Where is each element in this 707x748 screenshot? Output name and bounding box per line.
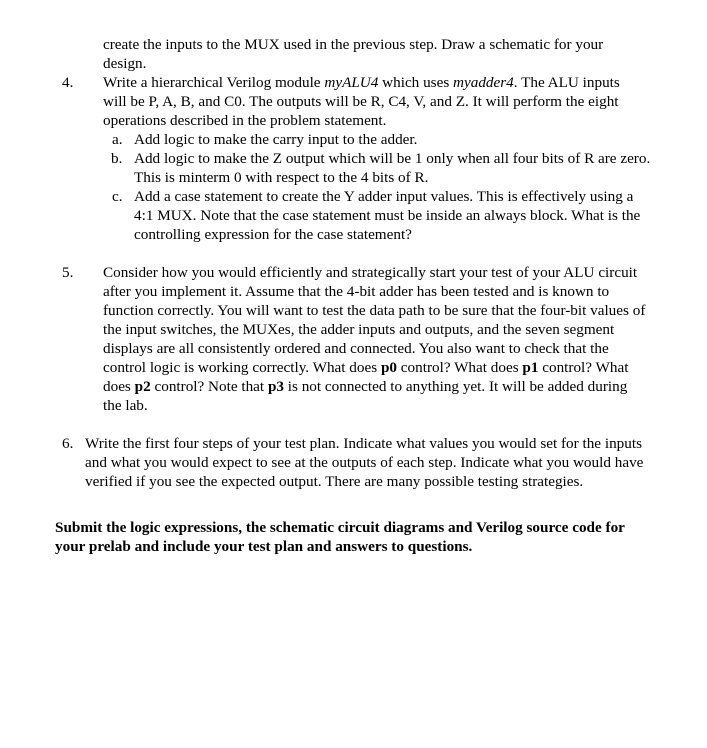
item6-line3: verified if you see the expected output. There are many possible testing strategies.: [85, 473, 584, 490]
module-name-myadder4: myadder4: [453, 74, 514, 91]
item3-continuation-line1: create the inputs to the MUX used in the previous step. Draw a schematic for your: [103, 36, 604, 53]
signal-p2: p2: [134, 378, 151, 395]
item4b-line1: Add logic to make the Z output which will be 1 only when all four bits of R are zero.: [134, 150, 651, 167]
item4b-label: b.: [111, 150, 123, 167]
item4c-line2: 4:1 MUX. Note that the case statement must be inside an always block. What is the: [134, 207, 641, 224]
submit-instructions-line1: Submit the logic expressions, the schematic circuit diagrams and Verilog source code for: [55, 519, 625, 536]
item4-line1-text-a: Write a hierarchical Verilog module: [103, 74, 325, 91]
item3-continuation-line2: design.: [103, 55, 147, 72]
item4-number: 4.: [62, 74, 74, 91]
item5-line6-text-c: control? What: [538, 359, 629, 376]
item5-line6-text-a: control logic is working correctly. What does: [103, 359, 381, 376]
item4-line3: operations described in the problem statement.: [103, 112, 387, 129]
item5-line6: [103, 358, 628, 377]
item4c-line3: controlling expression for the case statement?: [134, 226, 412, 243]
item4c-label: c.: [112, 188, 123, 205]
item5-line1: Consider how you would efficiently and strategically start your test of your ALU circuit: [103, 264, 638, 281]
item4-line2: will be P, A, B, and C0. The outputs will be R, C4, V, and Z. It will perform the eight: [103, 93, 619, 110]
item4a-label: a.: [112, 131, 123, 148]
item5-line2: after you implement it. Assume that the 4-bit adder has been tested and is known to: [103, 283, 610, 300]
item4-line1-text-c: . The ALU inputs: [513, 74, 620, 91]
item5-line7-text-b: control? Note that: [150, 378, 268, 395]
item4-line1-text-b: which uses: [378, 74, 454, 91]
module-name-myalu4: myALU4: [324, 74, 379, 91]
item4c-line1: Add a case statement to create the Y adder input values. This is effectively using a: [134, 188, 634, 205]
item4a-line1: Add logic to make the carry input to the adder.: [134, 131, 418, 148]
submit-instructions-line2: your prelab and include your test plan and answers to questions.: [55, 538, 473, 555]
item6-line2: and what you would expect to see at the outputs of each step. Indicate what you would have: [85, 454, 644, 471]
item4b-line2: This is minterm 0 with respect to the 4 bits of R.: [134, 169, 429, 186]
item5-number: 5.: [62, 264, 74, 281]
item4-line1: [103, 73, 620, 92]
item5-line7-text-c: is not connected to anything yet. It will be added during: [283, 378, 628, 395]
item5-line6-text-b: control? What does: [397, 359, 523, 376]
item5-line7-text-a: does: [103, 378, 135, 395]
signal-p3: p3: [267, 378, 284, 395]
item6-number: 6.: [62, 435, 74, 452]
item5-line4: the input switches, the MUXes, the adder inputs and outputs, and the seven segment: [103, 321, 615, 338]
item5-line5: displays are all consistently ordered and connected. You also want to check that the: [103, 340, 609, 357]
item5-line7: [103, 377, 627, 396]
item5-line8: the lab.: [103, 397, 148, 414]
item5-line3: function correctly. You will want to test the data path to be sure that the four-bit values of: [103, 302, 646, 319]
signal-p1: p1: [522, 359, 539, 376]
signal-p0: p0: [380, 359, 397, 376]
item6-line1: Write the first four steps of your test plan. Indicate what values you would set for the inputs: [85, 435, 642, 452]
